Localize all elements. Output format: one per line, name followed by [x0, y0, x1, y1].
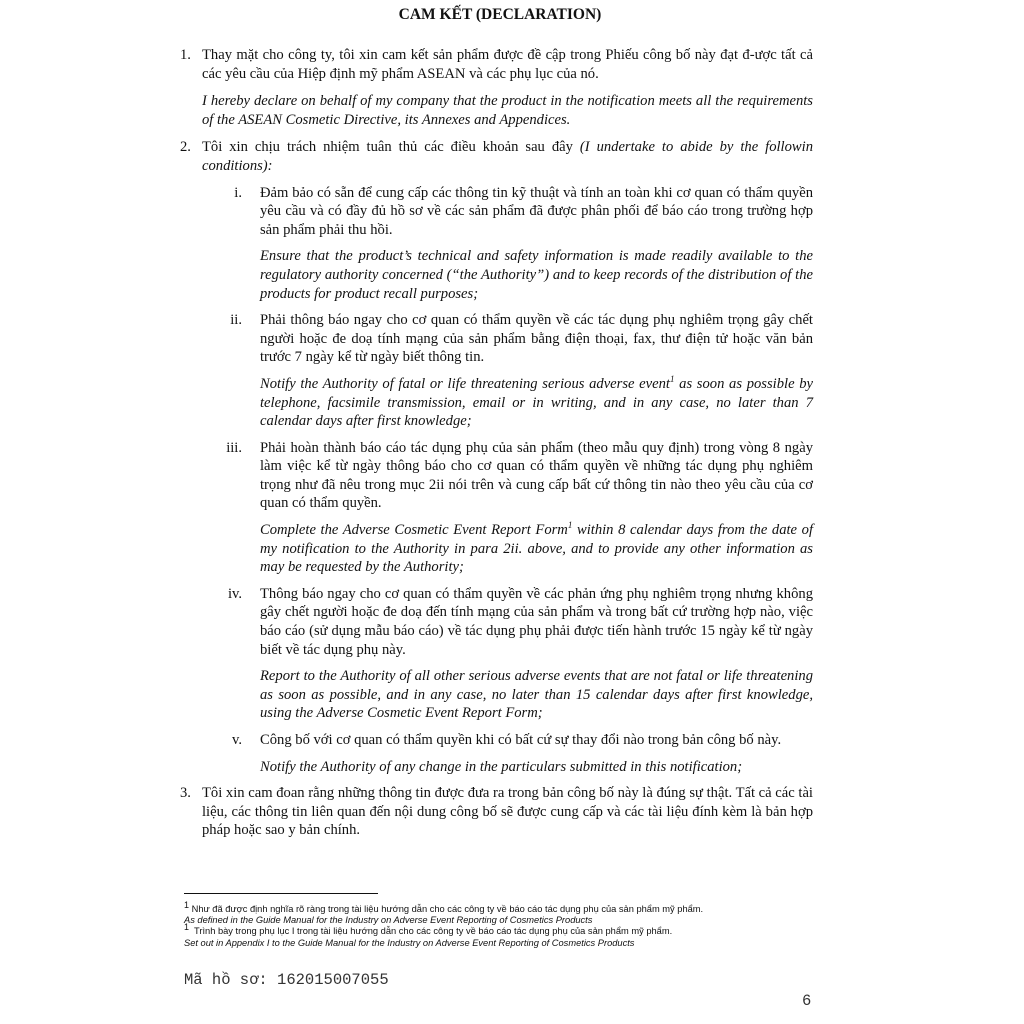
item-content: [202, 784, 813, 840]
vietnamese-text: [202, 138, 813, 175]
english-text-part: Notify the Authority of fatal or life threatening serious adverse event: [260, 375, 670, 392]
subitem-number: v.: [232, 732, 242, 748]
item-content: [202, 138, 813, 776]
subitem-content: [260, 585, 813, 723]
footnote-text: Trình bày trong phụ lục I trong tài liệu hướng dẫn cho các công ty về báo cáo tác dụng phụ của sản phẩm mỹ phẩm.: [194, 926, 673, 937]
subitem-i: [202, 184, 813, 304]
footnote-ref: 1: [669, 374, 675, 385]
footnote-ref: 1: [567, 520, 573, 531]
english-inline-text: (I undertake to abide by the followin conditions):: [202, 139, 813, 174]
item-number: 3.: [180, 785, 191, 802]
declaration-item-2: [180, 138, 813, 776]
english-text-body: I hereby declare on behalf of my company that the product in the notification meets all the requirements of the ASEAN Cosmetic Directive, its Annexes and Appendices: [202, 93, 813, 128]
record-number: Mã hồ sơ: 162015007055: [184, 971, 389, 989]
vietnamese-text-body: Tôi xin chịu trách nhiệm tuân thủ các điều khoản sau đây: [202, 139, 580, 156]
footnote-mark: 1: [184, 922, 190, 933]
footnote-en: Set out in Appendix I to the Guide Manual for the Industry on Adverse Event Reporting of Cosmetics Products: [184, 937, 635, 948]
english-text-part: as soon as possible by telephone, facsimile transmission, email or in writing, and in any case, no later than 7 calendar days after first knowledge;: [260, 375, 813, 430]
subitem-v: [202, 731, 813, 776]
vietnamese-text: Phải hoàn thành báo cáo tác dụng phụ của sản phẩm (theo mẫu quy định) trong vòng 8 ngày làm việc kể từ ngày thông báo cho cơ quan có thẩm quyền về những tác dụng phụ nghiêm trọng như đã nêu trong mục 2ii nói trên và cung cấp bất cứ thông tin nào theo yêu cầu của cơ quan có thẩm quyền.: [260, 439, 813, 512]
footnote-divider: [184, 893, 378, 894]
subitem-content: [260, 184, 813, 304]
subitem-number: ii.: [230, 312, 242, 329]
footnote-vi: [184, 899, 824, 915]
english-text: [260, 375, 813, 431]
vietnamese-text: Thay mặt cho công ty, tôi xin cam kết sản phẩm được đề cập trong Phiếu công bố này đạt đ-ược tất cả các yêu cầu của Hiệp định mỹ phẩm ASEAN và các phụ lục của nó.: [202, 47, 813, 82]
subitem-number: iii.: [226, 439, 242, 456]
english-text: Report to the Authority of all other serious adverse events that are not fatal or life threatening as soon as possible, and in any case, no later than 15 calendar days after first knowledge, using the Adverse Cosmetic Event Report Form;: [260, 668, 813, 722]
footnote-en: As defined in the Guide Manual for the Industry on Adverse Event Reporting of Cosmetics Products: [184, 915, 593, 926]
vietnamese-text: Công bố với cơ quan có thẩm quyền khi có bất cứ sự thay đổi nào trong bản công bố này.: [260, 732, 782, 748]
declaration-item-1: [180, 46, 813, 129]
page-number: 6: [802, 992, 812, 1010]
english-text: Notify the Authority of any change in the particulars submitted in this notification;: [260, 758, 743, 775]
footnotes: [184, 899, 824, 949]
page-title: CAM KẾT (DECLARATION): [398, 6, 602, 23]
item-number: 2.: [180, 139, 191, 156]
english-text-part: within 8 calendar days from the date of my notification to the Authority in para 2ii. above, and to provide any other information as may be requested by the Authority;: [260, 522, 814, 576]
item-number: 1.: [180, 47, 191, 63]
english-text: I hereby declare on behalf of my company that the product in the notification meets all the requirements of the ASEAN Cosmetic Directive, its Annexes and Appendices.: [202, 93, 813, 128]
declaration-body: [180, 46, 813, 840]
footnote-mark: 1: [184, 899, 190, 910]
subitem-iii: [202, 439, 813, 577]
vietnamese-text: Phải thông báo ngay cho cơ quan có thẩm quyền về các tác dụng phụ nghiêm trọng gây chết người hoặc đe doạ tính mạng của sản phẩm bằng điện thoại, fax, thư điện tử hoặc văn bản trước 7 ngày kể từ ngày biết thông tin.: [260, 312, 813, 366]
subitem-iv: [202, 585, 813, 723]
english-text-part: Complete the Adverse Cosmetic Event Report Form: [260, 522, 568, 539]
english-text: [260, 521, 813, 577]
declaration-item-3: [180, 784, 813, 840]
vietnamese-text: Tôi xin cam đoan rằng những thông tin được đưa ra trong bản công bố này là đúng sự thật. Tất cả các tài liệu, các thông tin liên quan đến nội dung công bố sẽ được cung cấp và các tài liệu đính kèm là bản hợp pháp hoặc sao y bản chính.: [202, 785, 813, 839]
subitem-number: iv.: [227, 585, 242, 602]
subitem-number: i.: [234, 184, 242, 201]
footnote-text: Như đã được định nghĩa rõ ràng trong tài liệu hướng dẫn cho các công ty về báo cáo tác dụng phụ của sản phẩm mỹ phẩm.: [191, 904, 704, 914]
english-text: Ensure that the product’s technical and safety information is made readily available to the regulatory authority concerned (“the Authority”) and to keep records of the distribution of the products for product recall purposes;: [260, 248, 813, 302]
footnote-vi: [184, 922, 824, 937]
subitem-content: [260, 731, 813, 776]
subitem-ii: [202, 311, 813, 431]
subitem-content: [260, 311, 813, 431]
vietnamese-text: Thông báo ngay cho cơ quan có thẩm quyền về các phản ứng phụ nghiêm trọng nhưng không gây chết người hoặc đe doạ đến tính mạng của sản phẩm và trong bất cứ trường hợp nào, việc báo cáo (sử dụng mẫu báo cáo) về tác dụng phụ phải được tiến hành trước 15 ngày kể từ ngày biết về tác dụng phụ này.: [260, 585, 813, 658]
subitem-content: [260, 439, 813, 577]
vietnamese-text: Đảm bảo có sẵn để cung cấp các thông tin kỹ thuật và tính an toàn khi cơ quan có thẩm quyền yêu cầu và có đầy đủ hồ sơ về các sản phẩm đã được phân phối để báo cáo trong trường hợp sản phẩm phải thu hồi.: [260, 184, 813, 238]
item-content: [202, 46, 813, 129]
